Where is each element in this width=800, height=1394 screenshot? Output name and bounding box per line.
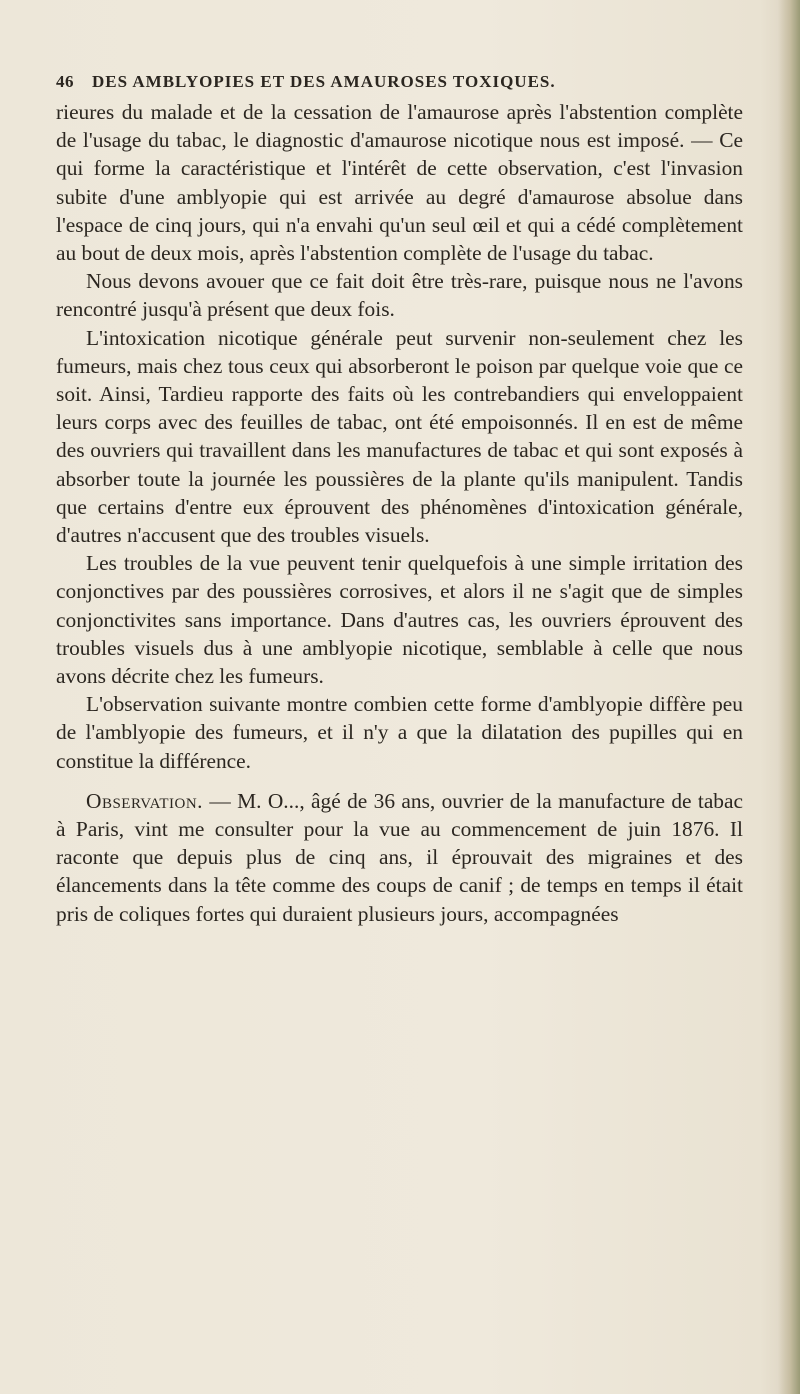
paragraph-intoxication: L'intoxication nicotique générale peut survenir non-seulement chez les fumeurs, mais chez tous ceux qui absorberont le poison par quelque voie que ce soit. Ainsi, Tardieu rapporte des faits où les contrebandiers qui enveloppaient leurs corps avec des feuilles de tabac, ont été empoisonnés. Il en est de même des ouvriers qui travaillent dans les manufactures de tabac et qui sont exposés à absorber toute la journée les poussières de la plante qu'ils manipulent. Tandis que certains d'entre eux éprouvent des phénomènes d'intoxication générale, d'autres n'accusent que des troubles visuels. — [56, 325, 743, 548]
paragraph-visual-troubles: Les troubles de la vue peuvent tenir quelquefois à une simple irritation des conjonctives par des poussières corrosives, et alors il ne s'agit que de simples conjonctivites sans importance. Dans d'autres cas, les ouvriers éprouvent des troubles visuels dus à une amblyopie nicotique, semblable à celle que nous avons décrite chez les fumeurs. — [56, 551, 743, 689]
page-edge-shadow — [778, 0, 800, 1394]
paragraph-rarity: Nous devons avouer que ce fait doit être très-rare, puisque nous ne l'avons rencontré jusqu'à présent que deux fois. — [56, 269, 743, 322]
paragraph-continuation: rieures du malade et de la cessation de l'amaurose après l'abstention complète de l'usage du tabac, le diagnostic d'amaurose nicotique nous est imposé. — Ce qui forme la caractéristique et l'intérêt de cette observation, c'est l'invasion subite d'une amblyopie qui est arrivée au degré d'amaurose absolue dans l'espace de cinq jours, qui n'a envahi qu'un seul œil et qui a cédé complètement au bout de deux mois, après l'abstention complète de l'usage du tabac. — [56, 100, 743, 266]
paragraph-observation-intro: L'observation suivante montre combien cette forme d'amblyopie diffère peu de l'amblyopie des fumeurs, et il n'y a que la dilatation des pupilles qui en constitue la différence. — [56, 692, 743, 773]
observation-text: — M. O..., âgé de 36 ans, ouvrier de la manufacture de tabac à Paris, vint me consulter pour la vue au commencement de juin 1876. Il raconte que depuis plus de cinq ans, il éprouvait des migraines et des élancements dans la tête comme des coups de canif ; de temps en temps il était pris de coliques fortes qui duraient plusieurs jours, accompagnées — [56, 788, 743, 926]
running-title: DES AMBLYOPIES ET DES AMAUROSES TOXIQUES. — [92, 72, 556, 91]
observation-paragraph — [56, 787, 743, 928]
page-number: 46 — [56, 72, 74, 91]
observation-label: Observation. — [86, 788, 204, 813]
page-header — [56, 72, 736, 98]
body-text — [56, 98, 743, 928]
